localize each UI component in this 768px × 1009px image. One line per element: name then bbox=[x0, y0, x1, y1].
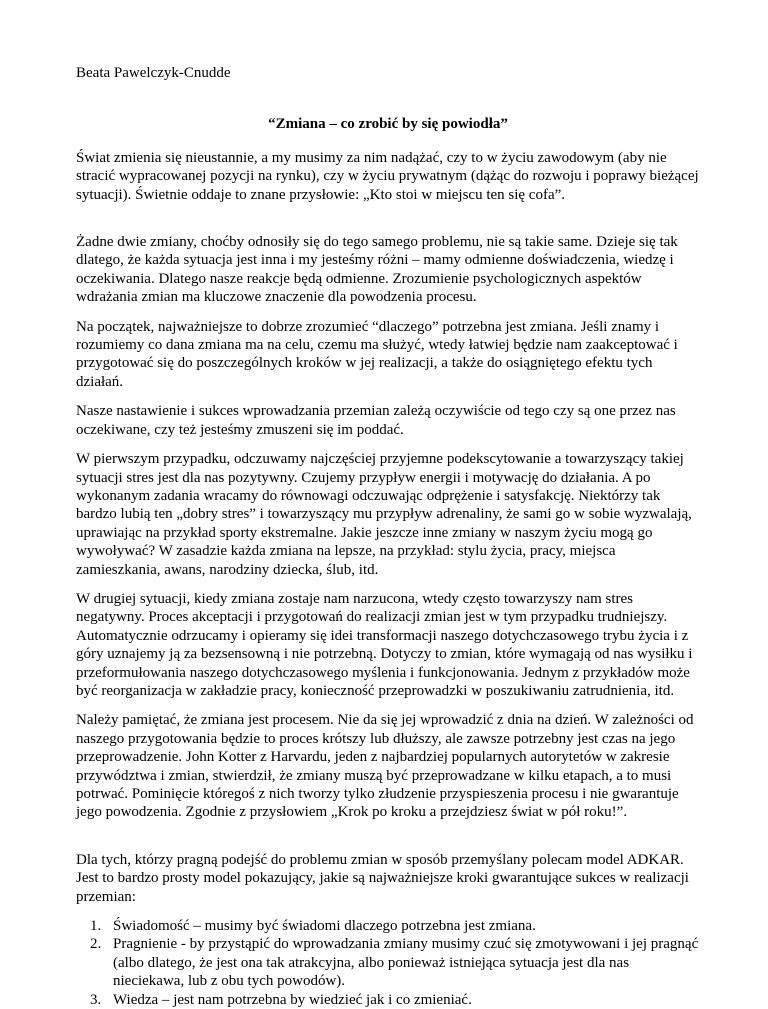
paragraph: Żadne dwie zmiany, choćby odnosiły się do tego samego problemu, nie są takie same. Dzieje się tak dlatego, że każda sytuacja jest inna i my jesteśmy różni – mamy odmienne doświadczenia, wiedzę i oczekiwania. Dlatego nasze reakcje będą odmienne. Zrozumienie psychologicznych aspektów wdrażania zmian ma kluczowe znaczenie dla powodzenia procesu. bbox=[76, 234, 678, 306]
list-item-number: 1. bbox=[90, 918, 102, 935]
list-item-text: Świadomość – musimy być świadomi dlaczego potrzebna jest zmiana. bbox=[113, 918, 536, 935]
paragraph: W pierwszym przypadku, odczuwamy najczęściej przyjemne podekscytowanie a towarzyszący takiej sytuacji stres jest dla nas pozytywny. Czujemy przypływ energii i motywację do działania. A po wykonanym zadania wracamy do równowagi odczuwając odprężenie i satysfakcję. Niektórzy tak bardzo lubią ten „dobry stres” i towarzyszący mu przypływ adrenaliny, że sami go w sobie wyzwalają, uprawiając na przykład sporty ekstremalne. Jakie jeszcze inne zmiany w naszym życiu mogą go wywoływać? W zasadzie każda zmiana na lepsze, na przykład: stylu życia, pracy, miejsca zamieszkania, awans, narodziny dziecka, ślub, itd. bbox=[76, 451, 692, 578]
paragraph: Dla tych, którzy pragną podejść do problemu zmian w sposób przemyślany polecam model ADKAR. Jest to bardzo prosty model pokazujący, jakie są najważniejsze kroki gwarantujące sukces w realizacji przemian: bbox=[76, 851, 689, 905]
document-title: “Zmiana – co zrobić by się powiodła” bbox=[268, 116, 508, 133]
paragraph-intro: Świat zmienia się nieustannie, a my musimy za nim nadążać, czy to w życiu zawodowym (aby nie stracić wypracowanej pozycji na rynku), czy w życiu prywatnym (dążąc do rozwoju i poprawy bieżącej sytuacji). Świetnie oddaje to znane przysłowie: „Kto stoi w miejscu ten się cofa”. bbox=[76, 149, 699, 203]
list-item-number: 2. bbox=[90, 936, 102, 953]
list-item-number: 3. bbox=[90, 991, 102, 1008]
paragraph: W drugiej sytuacji, kiedy zmiana zostaje nam narzucona, wtedy często towarzyszy nam stres negatywny. Proces akceptacji i przygotowań do realizacji zmian jest w tym przypadku trudniejszy. Automatycznie odrzucamy i opieramy się idei transformacji naszego dotychczasowego trybu życia i z góry uznajemy ją za bezsensowną i nie potrzebną. Dotyczy to zmian, które wymagają od nas wysiłku i przeformułowania naszego dotychczasowego myślenia i funkcjonowania. Jednym z przykładów może być reorganizacja w zakładzie pracy, konieczność przeprowadzki w poszukiwaniu zatrudnienia, itd. bbox=[76, 590, 693, 699]
adkar-list bbox=[76, 917, 700, 1009]
paragraph: Należy pamiętać, że zmiana jest procesem. Nie da się jej wprowadzić z dnia na dzień. W zależności od naszego przygotowania będzie to proces krótszy lub dłuższy, ale zawsze potrzebny jest czas na jego przeprowadzenie. John Kotter z Harvardu, jeden z najbardziej popularnych autorytetów w zakresie przywództwa i zmian, stwierdził, że zmiany muszą być przeprowadzane w kilku etapach, a to musi potrwać. Pominięcie któregoś z nich tworzy tylko złudzenie przyspieszenia procesu i nie gwarantuje jego powodzenia. Zgodnie z przysłowiem „Krok po kroku a przejdziesz świat w pół roku!”. bbox=[76, 712, 694, 821]
document-page bbox=[76, 64, 700, 1009]
paragraph: Nasze nastawienie i sukces wprowadzania przemian zależą oczywiście od tego czy są one przez nas oczekiwane, czy też jesteśmy zmuszeni się im poddać. bbox=[76, 403, 676, 438]
list-item-text: Pragnienie - by przystąpić do wprowadzania zmiany musimy czuć się zmotywowani i jej pragnąć (albo dlatego, że jest ona tak atrakcyjna, albo ponieważ istniejąca sytuacja jest dla nas nieciekawa, lub z obu tych powodów). bbox=[113, 936, 699, 990]
list-item bbox=[76, 991, 700, 1009]
paragraph: Na początek, najważniejsze to dobrze zrozumieć “dlaczego” potrzebna jest zmiana. Jeśli znamy i rozumiemy co dana zmiana ma na celu, czemu ma służyć, wtedy łatwiej będzie nam zaakceptować i przygotować się do poszczególnych kroków w jej realizacji, a także do osiągniętego efektu tych działań. bbox=[76, 318, 678, 390]
list-item bbox=[76, 917, 700, 935]
author-name: Beata Pawelczyk-Cnudde bbox=[76, 65, 231, 81]
list-item-text: Wiedza – jest nam potrzebna by wiedzieć jak i co zmieniać. bbox=[113, 991, 472, 1008]
list-item bbox=[76, 935, 700, 990]
